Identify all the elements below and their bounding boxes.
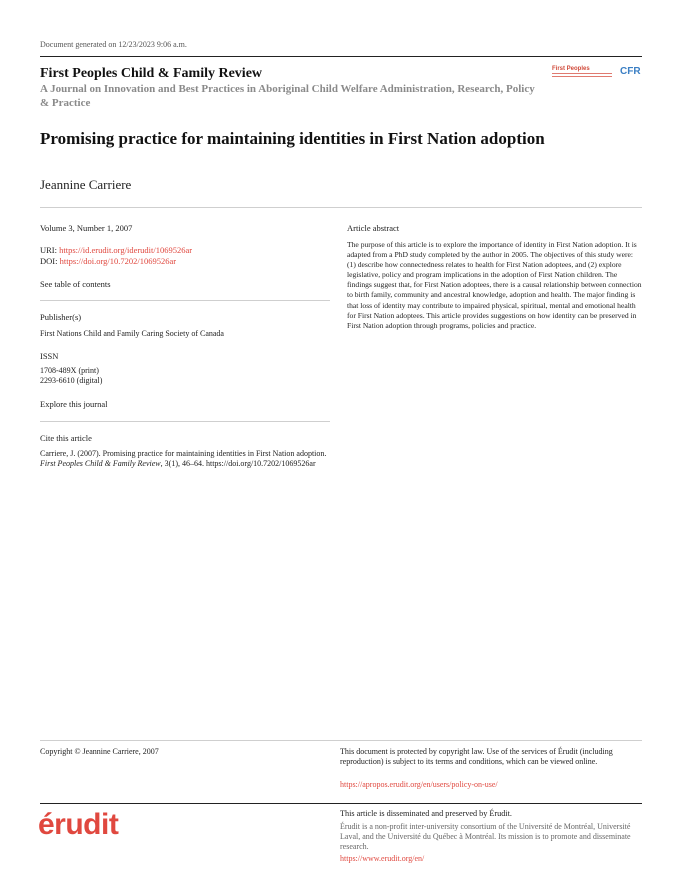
section-divider <box>40 207 642 208</box>
rights-notice: This document is protected by copyright law. Use of the services of Érudit (including reproduction) is subject to its terms and conditions, which can be viewed online. <box>340 747 613 766</box>
erudit-logo: érudit <box>38 808 119 841</box>
citation-text: Carriere, J. (2007). Promising practice for maintaining identities in First Nation adoption. <box>40 449 327 458</box>
generated-timestamp: Document generated on 12/23/2023 9:06 a.m. <box>40 40 187 49</box>
issn-print: 1708-489X (print) <box>40 366 99 375</box>
journal-subtitle: A Journal on Innovation and Best Practices in Aboriginal Child Welfare Administration, Research, Policy & Practice <box>40 83 535 109</box>
doi-row <box>40 256 176 266</box>
uri-row <box>40 245 192 255</box>
erudit-description: Érudit is a non-profit inter-university consortium of the Université de Montréal, Université Laval, and the Université du Québec à Montréal. Its mission is to promote and disseminate research. <box>340 822 631 851</box>
footer-divider-strong <box>40 803 642 804</box>
section-divider <box>40 421 330 422</box>
dissemination-notice: This article is disseminated and preserved by Érudit. <box>340 809 512 818</box>
citation <box>40 449 340 469</box>
section-divider <box>40 300 330 301</box>
journal-title: First Peoples Child & Family Review <box>40 66 263 81</box>
cite-heading: Cite this article <box>40 433 92 443</box>
article-title: Promising practice for maintaining identities in First Nation adoption <box>40 129 545 148</box>
table-of-contents-link[interactable]: See table of contents <box>40 279 111 289</box>
top-divider <box>40 56 642 57</box>
doi-label: DOI: <box>40 256 60 266</box>
journal-logo <box>552 66 642 82</box>
volume-info: Volume 3, Number 1, 2007 <box>40 223 133 233</box>
footer-divider <box>40 740 642 741</box>
issn-heading: ISSN <box>40 351 59 361</box>
doi-link[interactable]: https://doi.org/10.7202/1069526ar <box>59 256 177 266</box>
issn-digital: 2293-6610 (digital) <box>40 376 103 385</box>
abstract-heading: Article abstract <box>347 223 400 233</box>
uri-link[interactable]: https://id.erudit.org/iderudit/1069526ar <box>59 245 193 255</box>
citation-journal: First Peoples Child & Family Review <box>40 459 161 468</box>
abstract-text: The purpose of this article is to explore the importance of identity in First Nation adoption. It is adapted from a PhD study completed by the author in 2005. The objectives of this study were: (1) describe how connectedness relates to health for First Nation adoptees, and (2) explore legislative, policy and program implications in the adoption of First Nation children. The findings suggest that, for First Nation adoptees, there is a causal relationship between connection to birth family, community and ancestral knowledge, adoption and health. The major finding is that loss of identity may contribute to impaired physical, spiritual, mental and emotional health for First Nation adoptees. This article provides suggestions on how identity can be preserved in First Nation adoption through programs, policies and practice. <box>347 240 642 330</box>
policy-link[interactable]: https://apropos.erudit.org/en/users/policy-on-use/ <box>340 780 498 789</box>
copyright-notice: Copyright © Jeannine Carriere, 2007 <box>40 747 159 756</box>
uri-label: URI: <box>40 245 60 255</box>
erudit-website-link[interactable]: https://www.erudit.org/en/ <box>340 854 425 863</box>
publisher-heading: Publisher(s) <box>40 312 82 322</box>
publisher-name: First Nations Child and Family Caring Society of Canada <box>40 329 224 338</box>
article-author: Jeannine Carriere <box>40 177 132 192</box>
journal-logo-line <box>552 76 612 77</box>
explore-journal-link[interactable]: Explore this journal <box>40 399 108 409</box>
journal-logo-line <box>552 73 612 74</box>
journal-logo-mark: CFR <box>620 66 641 77</box>
journal-logo-text: First Peoples <box>552 66 590 72</box>
citation-text-end: , 3(1), 46–64. https://doi.org/10.7202/1069526ar <box>160 459 316 468</box>
